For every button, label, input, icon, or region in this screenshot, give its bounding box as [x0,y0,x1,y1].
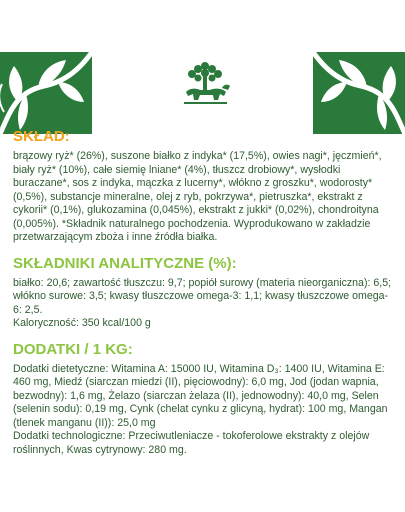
sklad-section [13,150,393,245]
analityczne-section [13,277,393,331]
leaf-decoration-left [0,52,92,134]
dodatki-section [13,363,393,458]
sklad-body: brązowy ryż* (26%), suszone białko z indyka* (17,5%), owies nagi*, jęczmień*, biały ryż* (10%), całe siemię lniane* (4%), tłuszcz drobiowy*, wysłodki buraczane*, sos z indyka, mączka z lucerny*, włókno z groszku*, wodorosty* (0,5%), substancje mineralne, olej z ryb, pokrzywa*, pietruszka*, ekstrakt z cykorii* (0,1%), glukozamina (0,045%), ekstrakt z jukki* (0,02%), chondroityna (0,005%). [13,150,382,230]
sklad-heading: SKŁAD: [13,128,70,145]
dodatki-body: Dodatki dietetyczne: Witamina A: 15000 IU, Witamina D₃: 1400 IU, Witamina E: 460 mg, Miedź (siarczan miedzi (II), pięciowodny): 6,0 mg, Jod (jodan wapnia, bezwodny): 1,6 mg, Żelazo (siarczan żelaza (II), jednowodny): 40,0 mg, Selen (selenin sodu): 0,19 mg, Cynk (chelat cynku z glicyną, hydrat): 100 mg, Mangan (tlenek manganu (II)): 25,0 mg [13,362,388,429]
analityczne-calories: Kaloryczność: 350 kcal/100 g [13,317,151,329]
analityczne-heading: SKŁADNIKI ANALITYCZNE (%): [13,254,237,272]
sklad-note: *Składnik naturalnego pochodzenia. Wyprodukowano w zakładzie przetwarzającym zboża i inne źródła białka. [13,217,371,243]
dodatki-heading: DODATKI / 1 KG: [13,340,133,358]
composition-content [13,128,393,467]
tree-dog-logo-icon [178,58,233,110]
dodatki-tech: Dodatki technologiczne: Przeciwutleniacze - tokoferolowe ekstrakty z olejów roślinnych, Kwas cytrynowy: 280 mg. [13,430,370,456]
analityczne-body: białko: 20,6; zawartość tłuszczu: 9,7; popiół surowy (materia nieorganiczna): 6,5; włókno surowe: 3,5; kwasy tłuszczowe omega-3: 1,1; kwasy tłuszczowe omega-6: 2,5. [13,276,392,316]
leaf-decoration-right [313,52,405,134]
